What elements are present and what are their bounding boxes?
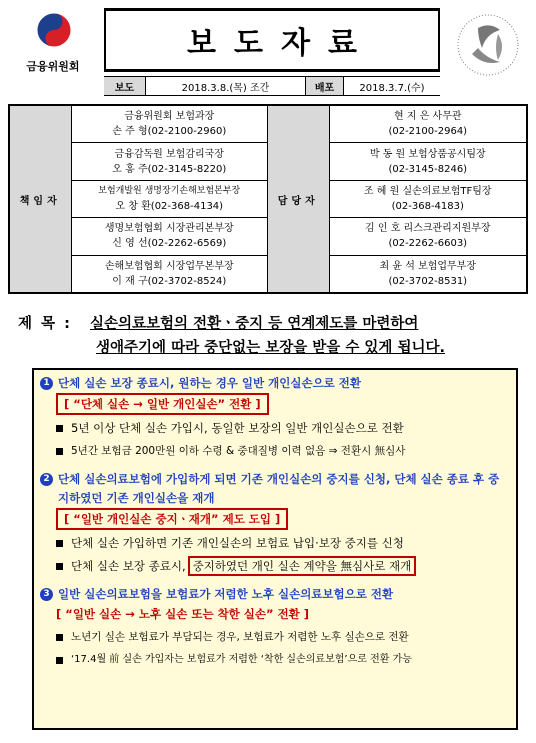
contact-cell: 금융위원회 보험과장 손 주 형(02-2100-2960) xyxy=(72,106,267,143)
embargo-value: 2018.3.8.(목) 조간 xyxy=(146,77,306,95)
section-number: 3 xyxy=(40,588,53,601)
date-row xyxy=(104,76,440,96)
square-bullet-icon xyxy=(56,540,63,547)
release-value: 2018.3.7.(수) xyxy=(359,82,425,94)
subject-line-1: 실손의료보험의 전환ㆍ중지 등 연계제도를 마련하여 xyxy=(90,316,419,332)
square-bullet-icon xyxy=(56,563,63,570)
release-label: 배포 xyxy=(306,77,344,95)
subject-block xyxy=(18,312,518,360)
fss-seal-icon xyxy=(448,8,526,82)
contact-cell: 보험개발원 생명장기손해보험본부장 오 창 환(02-368-4134) xyxy=(72,181,267,218)
list-item: 5년 이상 단체 실손 가입시, 동일한 보장의 일반 개인실손으로 전환 xyxy=(56,418,510,438)
staff-label: 담당자 xyxy=(268,106,330,292)
responsible-column xyxy=(72,106,268,292)
responsible-label: 책임자 xyxy=(10,106,72,292)
square-bullet-icon xyxy=(56,657,63,664)
list-item: ‘17.4월 前 실손 가입자는 보험료가 저렴한 ‘착한 실손의료보험’으로 전환 가능 xyxy=(56,650,510,670)
contact-cell: 생명보험협회 시장관리본부장 신 영 선(02-2262-6569) xyxy=(72,218,267,255)
contact-cell: 박 동 원 보험상품공시팀장 (02-3145-8246) xyxy=(330,143,526,180)
square-bullet-icon xyxy=(56,634,63,641)
press-header xyxy=(8,6,528,98)
contacts-table xyxy=(8,104,528,294)
staff-column xyxy=(330,106,526,292)
contact-cell: 최 윤 석 보험업무부장 (02-3702-8531) xyxy=(379,260,476,287)
list-item: 단체 실손 보장 종료시, 중지하였던 개인 실손 계약을 無심사로 재개 xyxy=(56,556,510,576)
contact-cell: 조 혜 원 실손의료보험TF팀장 (02-368-4183) xyxy=(330,181,526,218)
section-number: 2 xyxy=(40,473,53,486)
contact-cell: 손해보험협회 시장업무본부장 이 재 구(02-3702-8524) xyxy=(104,260,234,287)
subject-label: 제 목 : xyxy=(18,316,72,332)
contact-cell: 현 지 은 사무관 (02-2100-2964) xyxy=(330,106,526,143)
summary-box xyxy=(32,368,518,730)
fsc-logo xyxy=(8,6,98,78)
highlighted-text: 중지하였던 개인 실손 계약을 無심사로 재개 xyxy=(188,556,417,576)
contact-cell: 김 인 호 리스크관리지원부장 (02-2262-6603) xyxy=(330,218,526,255)
taegeuk-logo-icon xyxy=(36,12,72,48)
page-title: 보도자료 xyxy=(104,8,440,72)
org-name: 금융위원회 xyxy=(26,60,80,73)
section-heading: 3 일반 실손의료보험을 보험료가 저렴한 노후 실손의료보험으로 전환 xyxy=(40,585,510,604)
section-heading: 2 단체 실손의료보험에 가입하게 되면 기존 개인실손의 중지를 신청, 단체 실손 종료 후 중지하였던 기존 개인실손을 재개 xyxy=(40,470,510,508)
list-item: 노년기 실손 보험료가 부담되는 경우, 보험료가 저렴한 노후 실손으로 전환 xyxy=(56,627,510,647)
section-tag: [ “일반 실손 → 노후 실손 또는 착한 실손” 전환 ] xyxy=(56,607,310,621)
section-tag: [ “단체 실손 → 일반 개인실손” 전환 ] xyxy=(56,393,510,415)
section-tag: [ “일반 개인실손 중지ㆍ재개” 제도 도입 ] xyxy=(56,508,510,530)
square-bullet-icon xyxy=(56,425,63,432)
square-bullet-icon xyxy=(56,448,63,455)
subject-line-2: 생애주기에 따라 중단없는 보장을 받을 수 있게 됩니다. xyxy=(96,340,445,356)
section-number: 1 xyxy=(40,377,53,390)
embargo-label: 보도 xyxy=(104,77,146,95)
section-heading: 1 단체 실손 보장 종료시, 원하는 경우 일반 개인실손으로 전환 xyxy=(40,374,510,393)
list-item: 단체 실손 가입하면 기존 개인실손의 보험료 납입·보장 중지를 신청 xyxy=(56,533,510,553)
contact-cell: 금융감독원 보험감리국장 오 홍 주(02-3145-8220) xyxy=(72,143,267,180)
list-item: 5년간 보험금 200만원 이하 수령 & 중대질병 이력 없음 ⇒ 전환시 無심사 xyxy=(56,441,510,461)
